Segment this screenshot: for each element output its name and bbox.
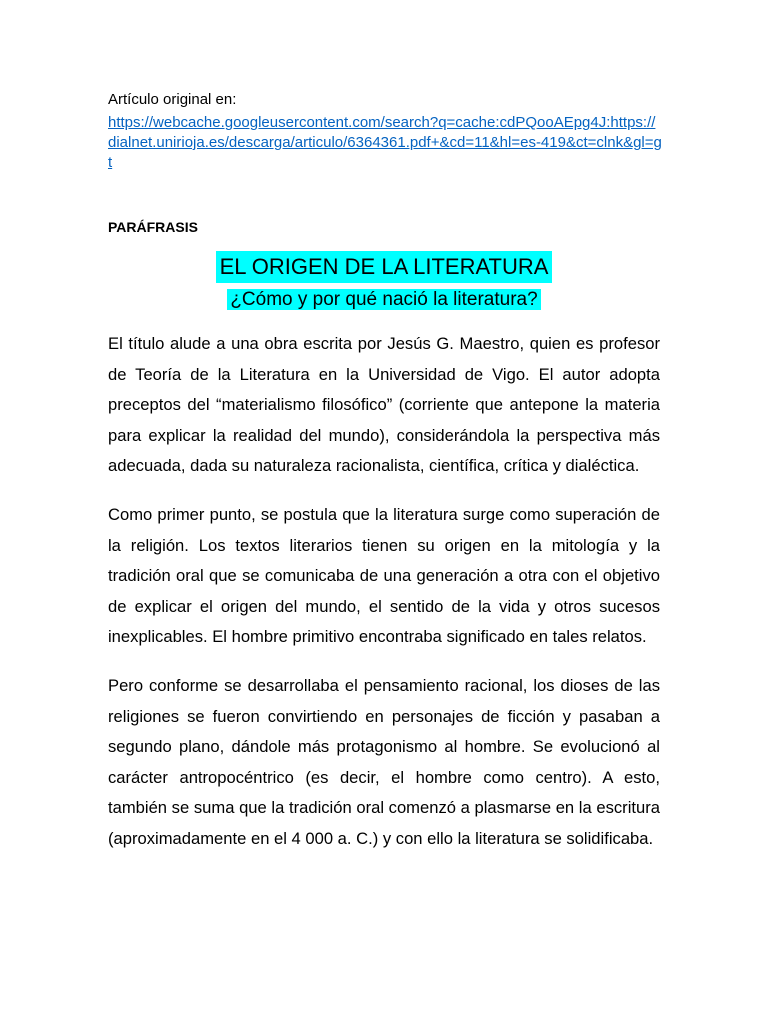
paragraph-1: El título alude a una obra escrita por Jesús G. Maestro, quien es profesor de Teoría de la Literatura en la Universidad de Vigo. El autor adopta preceptos del “materialismo filosófico” (corriente que antepone la materia para explicar la realidad del mundo), considerándola la perspectiva más adecuada, dada su naturaleza racionalista, científica, crítica y dialéctica. bbox=[108, 334, 660, 476]
paragraph-3: Pero conforme se desarrollaba el pensamiento racional, los dioses de las religiones se fueron convirtiendo en personajes de ficción y pasaban a segundo plano, dándole más protagonismo al hombre. Se evolucionó al carácter antropocéntrico (es decir, el hombre como centro). A esto, también se suma que la tradición oral comenzó a plasmarse en la escritura (aproximadamente en el 4 000 a. C.) y con ello la literatura se solidificaba. bbox=[108, 675, 660, 848]
paragraph-2: Como primer punto, se postula que la literatura surge como superación de la religión. Los textos literarios tienen su origen en la mitología y la tradición oral que se comunicaba de una generación a otra con el objetivo de explicar el origen del mundo, el sentido de la vida y otros sucesos inexplicables. El hombre primitivo encontraba significado en tales relatos. bbox=[108, 504, 660, 647]
source-label: Artículo original en: bbox=[108, 91, 237, 108]
subtitle-text: ¿Cómo y por qué nació la literatura? bbox=[227, 289, 540, 310]
document-subtitle bbox=[108, 287, 660, 313]
section-label: PARÁFRASIS bbox=[108, 219, 198, 235]
document-title: EL ORIGEN DE LA LITERATURA bbox=[216, 251, 553, 283]
title-wrap bbox=[108, 251, 660, 283]
source-link[interactable]: https://webcache.googleusercontent.com/search?q=cache:cdPQooAEpg4J:https://dialnet.unirioja.es/descarga/articulo/6364361.pdf+&cd=11&hl=es-419&ct=clnk&gl=gt bbox=[108, 114, 662, 171]
